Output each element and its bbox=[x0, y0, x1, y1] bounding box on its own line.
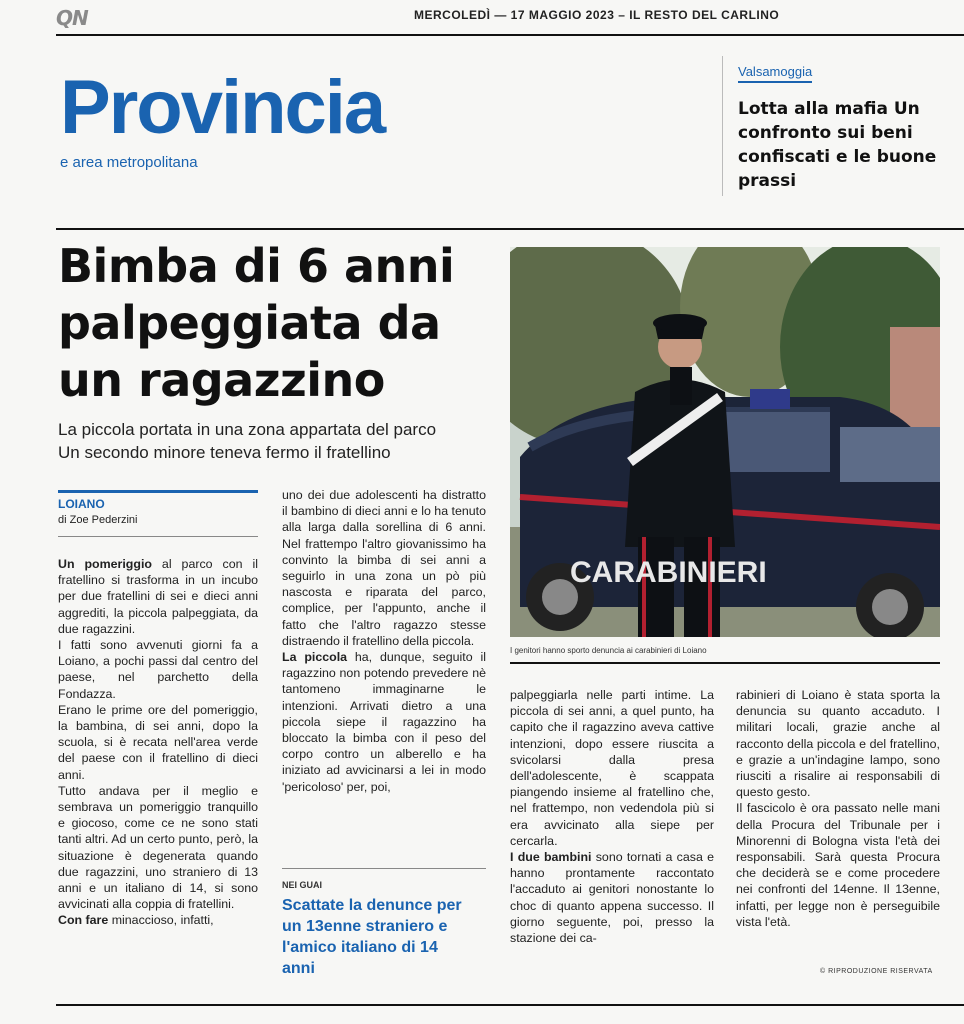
paragraph: palpeggiarla nelle parti intime. La piccola di sei anni, a quel punto, ha capito che il ragazzino aveva cattive intenzioni, dopo essere riuscita a svicolarsi dalla presa dell'adolescente, è scappata piangendo insieme al fratellino che, nel frattempo, non vedendola più si era avvicinato alla siepe per cercarla. bbox=[510, 688, 714, 848]
paragraph-text: sono tornati a casa e hanno prontamente raccontato l'accaduto ai genitori nonostante lo choc di quanto appena successo. Il giorno seguente, poi, presso la stazione dei ca- bbox=[510, 850, 714, 946]
caption-rule bbox=[510, 662, 940, 664]
top-rule bbox=[56, 34, 964, 36]
paragraph bbox=[58, 556, 258, 637]
paragraph-text: al parco con il fratellino si trasforma in un incubo per due fratellini di sei e dieci anni aggrediti, la piccola palpeggiata, da due ragazzini. bbox=[58, 557, 258, 636]
byline-rule bbox=[58, 536, 258, 537]
paragraph-text: ha, dunque, seguito il ragazzino non potendo prevedere nè tantomeno immaginarne le intenzioni. Arrivati dietro a una piccola siepe il ragazzino ha bloccato la bimba con il peso del corpo contro un alberello e ha iniziato ad avvicinarsi a lei in modo 'pericoloso' per, poi, bbox=[282, 650, 486, 794]
article-headline: Bimba di 6 anni palpeggiata da un ragazzino bbox=[58, 239, 455, 407]
paragraph-text: minaccioso, infatti, bbox=[108, 913, 214, 928]
paragraph-lead: I due bambini bbox=[510, 850, 592, 865]
paragraph: Tutto andava per il meglio e sembrava un pomeriggio tranquillo e giocoso, come ce ne sono stati tanti altri. Ad un certo punto, però, la situazione è degenerata quando due ragazzini, uno straniero di 13 anni e un italiano di 14, si sono avvicinati alla coppia di fratellini. bbox=[58, 783, 258, 912]
paragraph: I fatti sono avvenuti giorni fa a Loiano, a pochi passi dal centro del paese, nel parchetto della Fondazza. bbox=[58, 638, 258, 701]
box-kicker: NEI GUAI bbox=[282, 880, 323, 890]
paragraph bbox=[282, 649, 486, 795]
sidebar-kicker: Valsamoggia bbox=[738, 64, 812, 83]
kicker-bar bbox=[58, 490, 258, 493]
body-column-2 bbox=[282, 487, 486, 795]
paragraph bbox=[58, 912, 258, 928]
sidebar-divider bbox=[722, 56, 723, 196]
section-title: Provincia bbox=[60, 65, 385, 150]
paragraph: Il fascicolo è ora passato nelle mani della Procura del Tribunale per i Minorenni di Bologna vista l'età dei responsabili. Sarà questa Procura che deciderà se e come procedere nei confronti del 14enne. Il 13enne, infatti, per legge non è perseguibile vista l'età. bbox=[736, 801, 940, 929]
paragraph bbox=[510, 849, 714, 946]
paragraph-lead: La piccola bbox=[282, 650, 348, 665]
car-livery-text: CARABINIERI bbox=[570, 556, 767, 589]
bottom-rule bbox=[56, 1004, 964, 1006]
article-deck bbox=[58, 418, 503, 464]
article-byline: di Zoe Pederzini bbox=[58, 514, 138, 526]
body-column-3 bbox=[510, 687, 714, 946]
box-title: Scattate la denunce per un 13enne straniero e l'amico italiano di 14 anni bbox=[282, 897, 462, 977]
paragraph-lead: Un pomeriggio bbox=[58, 557, 152, 571]
paragraph-lead: Con fare bbox=[58, 913, 109, 928]
reproduction-credit: © RIPRODUZIONE RISERVATA bbox=[820, 968, 933, 975]
dateline: MERCOLEDÌ — 17 MAGGIO 2023 – IL RESTO DEL CARLINO bbox=[414, 8, 780, 22]
paragraph: uno dei due adolescenti ha distratto il bambino di dieci anni e lo ha tenuto alla larga dalla sorellina di 6 anni. Nel frattempo l'altro giovanissimo ha convinto la bimba di sei anni a seguirlo in una zona un pò più nascosta e riparata del parco, complice, per l'appunto, anche il fatto che l'altro ragazzo stesse distraendo il fratellino della piccola. bbox=[282, 488, 486, 648]
photo-caption: I genitori hanno sporto denuncia ai carabinieri di Loiano bbox=[510, 646, 707, 655]
article-location: LOIANO bbox=[58, 497, 105, 511]
qn-logo: QN bbox=[56, 6, 88, 30]
deck-line-1: La piccola portata in una zona appartata del parco bbox=[58, 420, 437, 439]
section-subtitle: e area metropolitana bbox=[60, 154, 198, 171]
paragraph: Erano le prime ore del pomeriggio, la bambina, di sei anni, dopo la scuola, si è recata nell'area verde del paese con il fratellino di dieci anni. bbox=[58, 702, 258, 782]
body-column-1 bbox=[58, 556, 258, 929]
paragraph: rabinieri di Loiano è stata sporta la denuncia su quanto accaduto. I militari locali, grazie anche al racconto della piccola e del fratellino, e grazie a un'indagine lampo, sono riusciti a risalire ai responsabili di questo gesto. bbox=[736, 688, 940, 800]
body-column-4 bbox=[736, 687, 940, 930]
deck-line-2: Un secondo minore teneva fermo il fratellino bbox=[58, 443, 391, 462]
carabiniere-photo-illustration bbox=[510, 247, 940, 637]
box-rule bbox=[282, 868, 486, 869]
sidebar-headline[interactable]: Lotta alla mafia Un confronto sui beni confiscati e le buone prassi bbox=[738, 99, 937, 191]
section-rule bbox=[56, 228, 964, 230]
article-photo bbox=[510, 247, 940, 637]
